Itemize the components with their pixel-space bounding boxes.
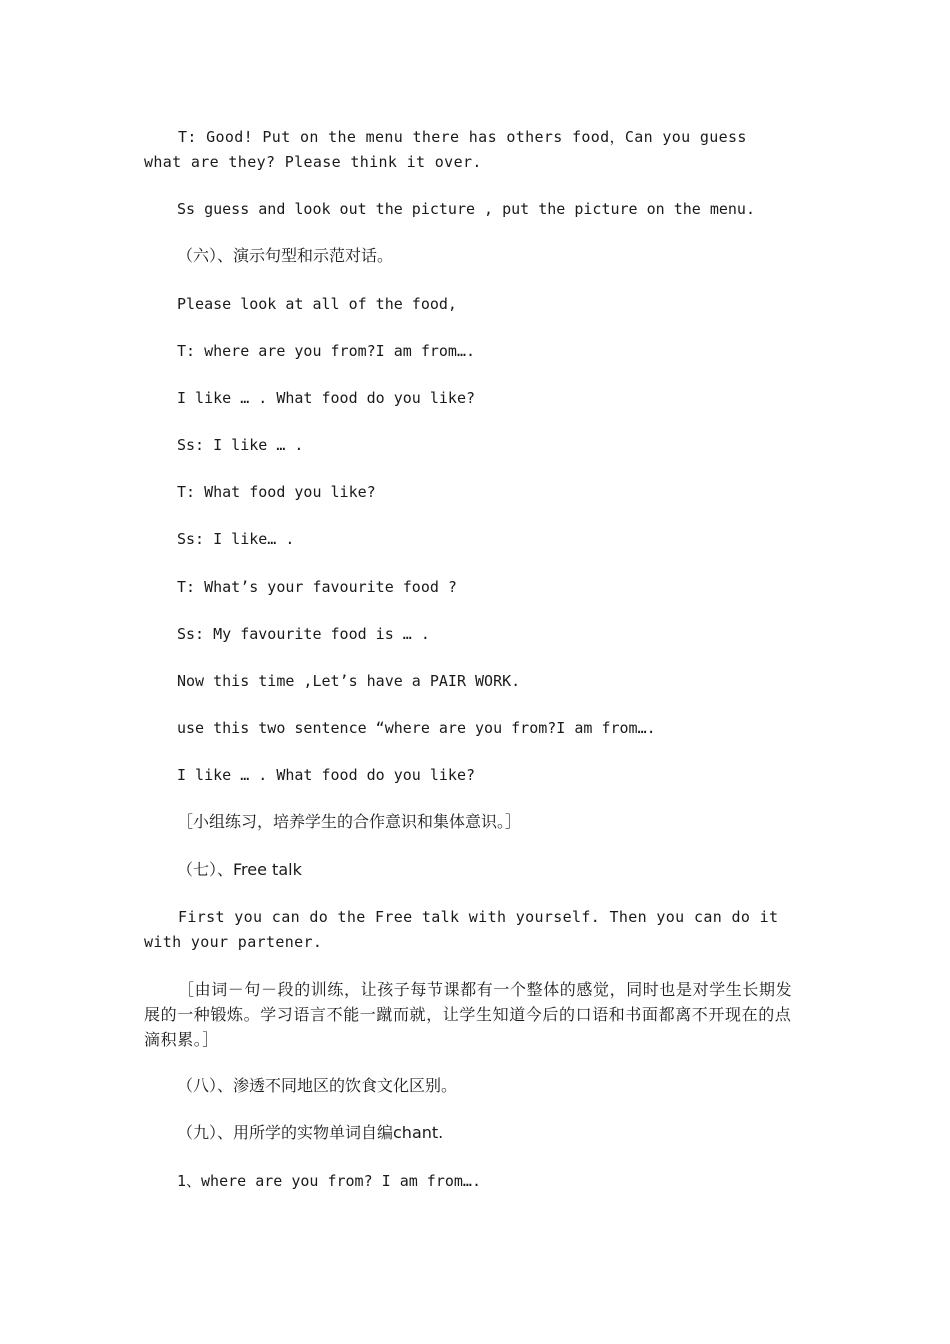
section-heading-8: （八）、渗透不同地区的饮食文化区别。 [177, 1076, 458, 1095]
dialogue-line-where-from: T: where are you from?I am from…. [177, 342, 476, 360]
dialogue-line-i-like: I like … . What food do you like? [177, 389, 476, 407]
paragraph-ss-guess: Ss guess and look out the picture , put the picture on the menu. [177, 200, 755, 218]
chant-line-1: 1、where are you from? I am from…. [177, 1172, 481, 1190]
dialogue-line-what-food: T: What food you like? [177, 483, 376, 501]
paragraph-i-like-2: I like … . What food do you like? [177, 766, 476, 784]
dialogue-line-ss-i-like-2: Ss: I like… . [177, 530, 295, 548]
note-group-practice: ［小组练习，培养学生的合作意识和集体意识。］ [177, 812, 522, 831]
paragraph-free-talk: First you can do the Free talk with yourself. Then you can do it with your partener. [144, 908, 779, 951]
dialogue-line-favourite-answer: Ss: My favourite food is … . [177, 625, 430, 643]
paragraph-look-food: Please look at all of the food, [177, 295, 457, 313]
paragraph-guess-menu: T: Good! Put on the menu there has others food，Can you guess what are they? Please think it over. [144, 128, 747, 171]
dialogue-line-ss-i-like: Ss: I like … . [177, 436, 304, 454]
note-training: ［由词－句－段的训练，让孩子每节课都有一个整体的感觉，同时也是对学生长期发展的一种锻炼。学习语言不能一蹴而就，让学生知道今后的口语和书面都离不开现在的点滴积累。］ [144, 980, 793, 1049]
section-heading-7: （七）、Free talk [177, 860, 302, 879]
section-heading-9: （九）、用所学的实物单词自编chant. [177, 1123, 444, 1142]
paragraph-pair-work: Now this time ,Let’s have a PAIR WORK. [177, 672, 521, 690]
paragraph-two-sentences: use this two sentence “where are you from?I am from…. [177, 719, 656, 737]
section-heading-6: （六）、演示句型和示范对话。 [177, 246, 394, 265]
dialogue-line-favourite-question: T: What’s your favourite food ? [177, 578, 457, 596]
